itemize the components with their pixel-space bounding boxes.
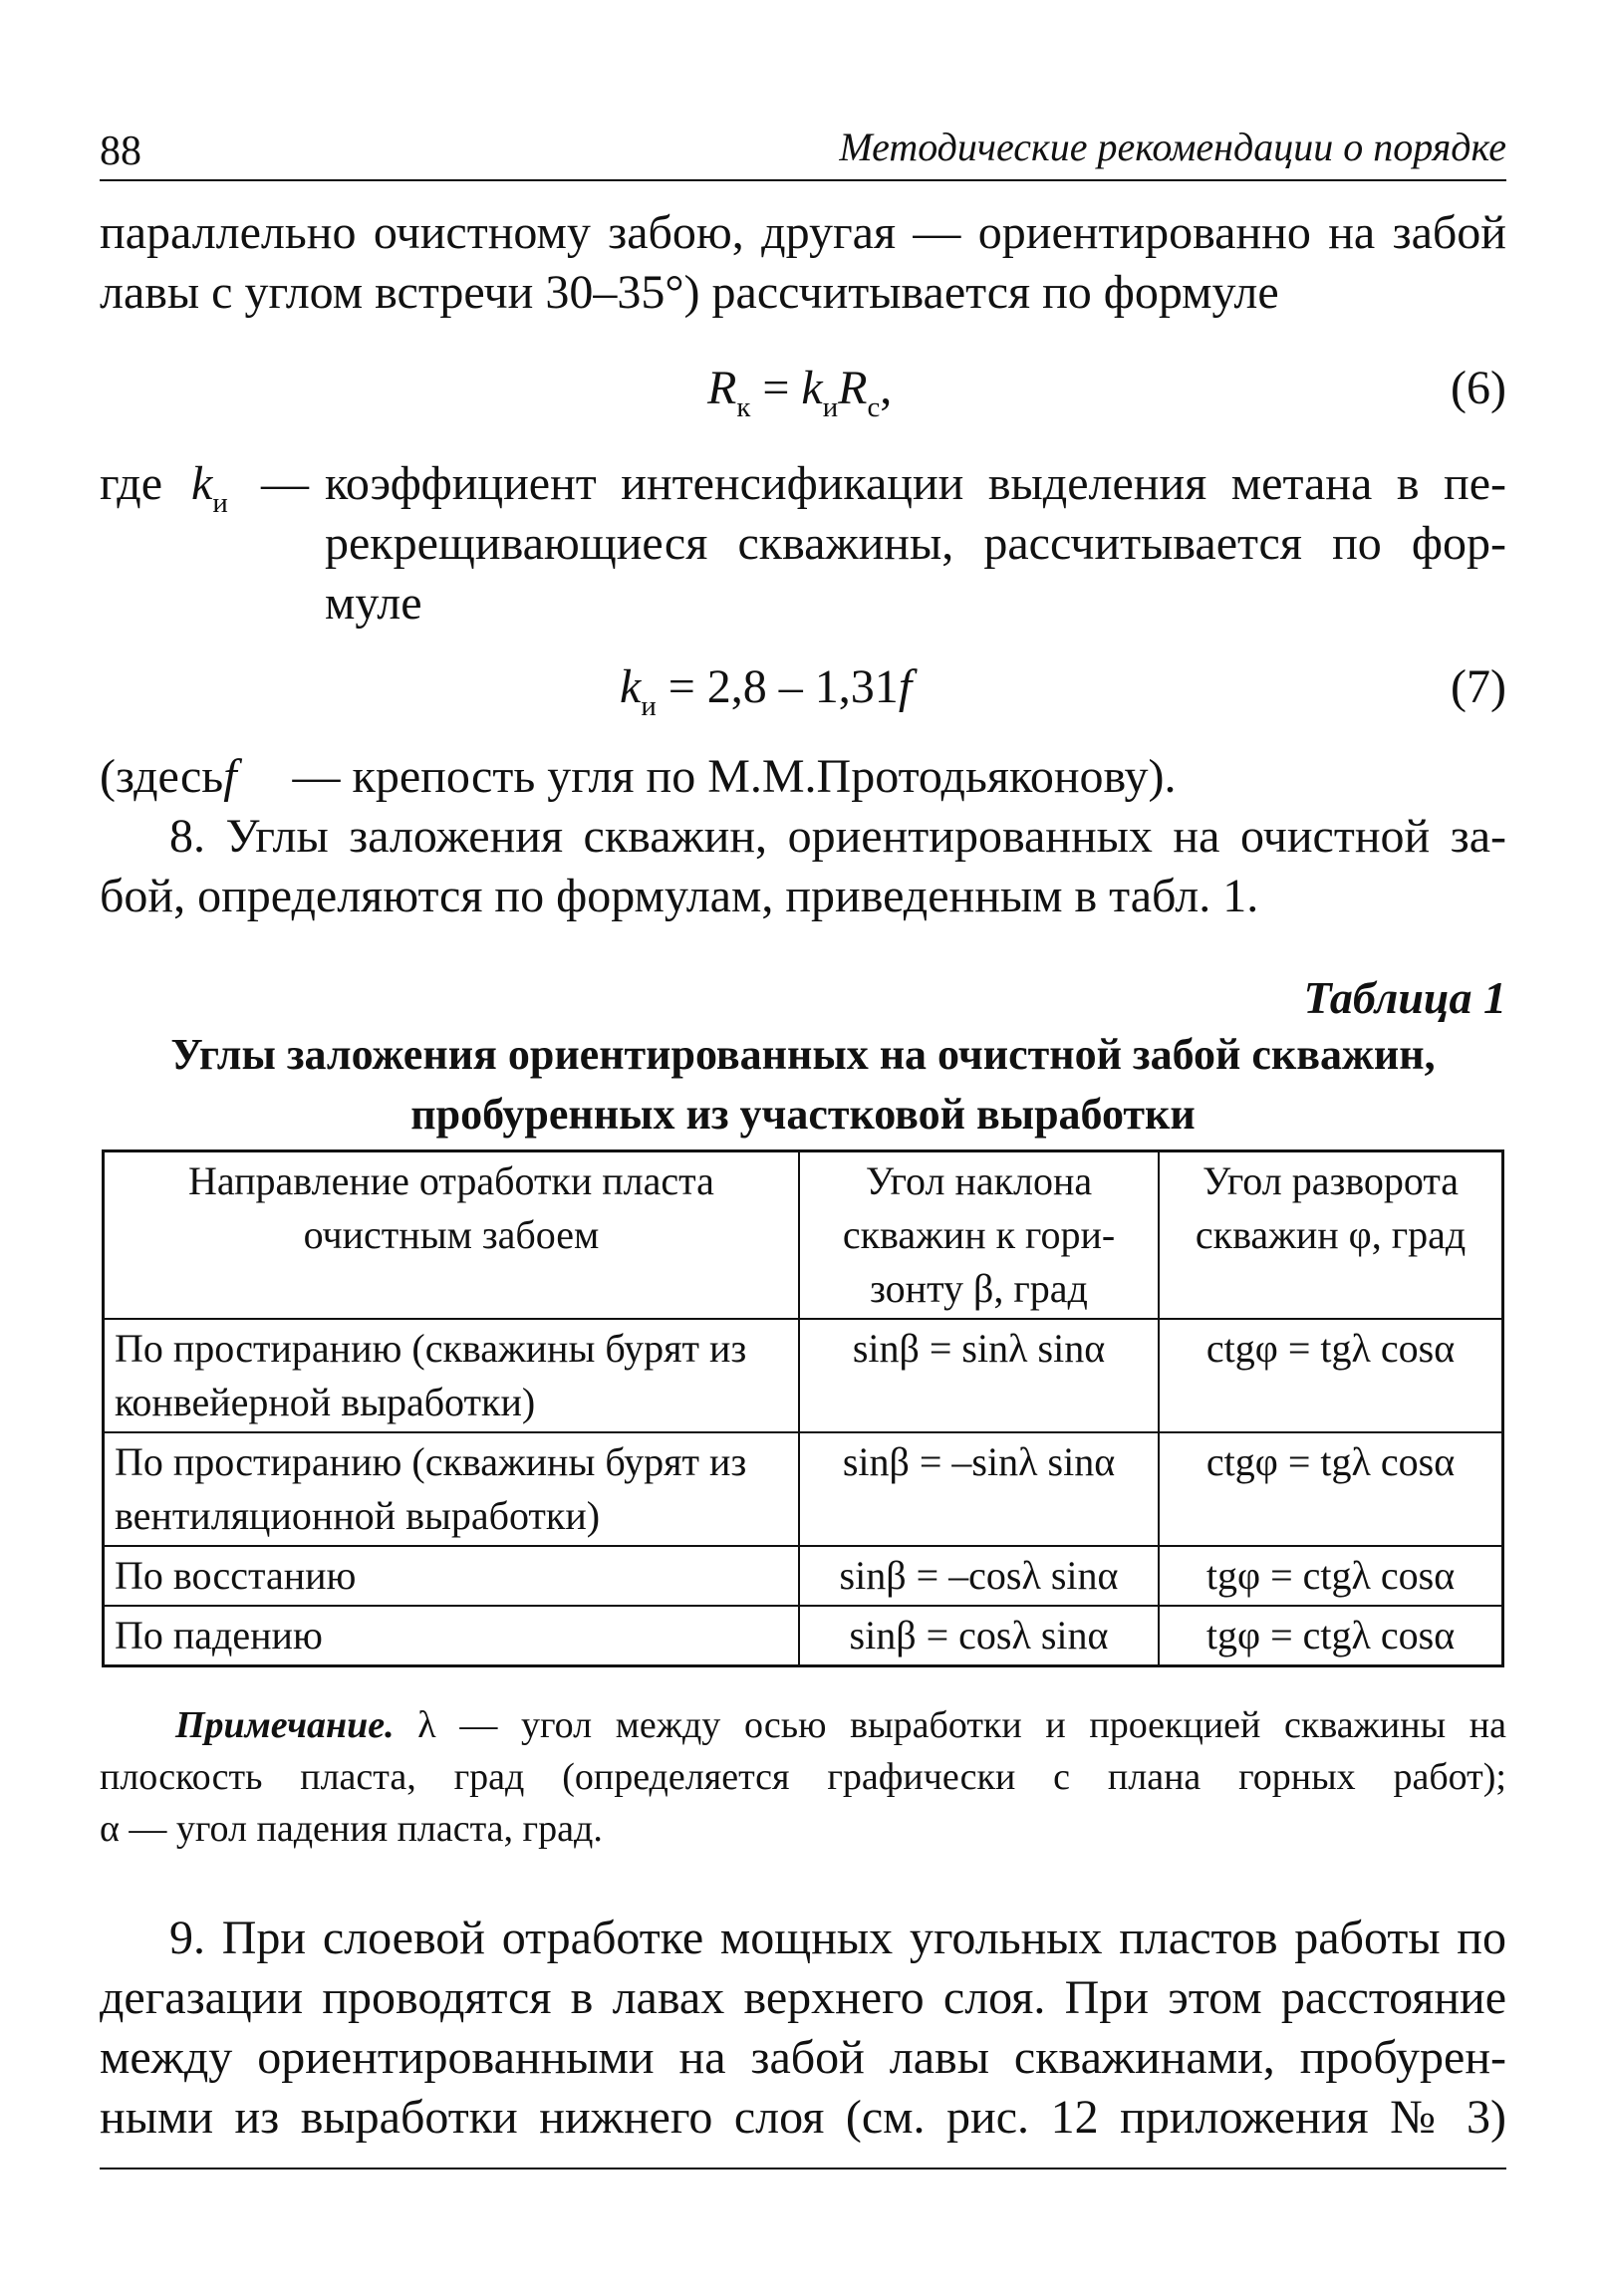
remark-text-1: λ — угол между осью выработки и проекцией скважины на (394, 1704, 1506, 1746)
formula-6-tail: , (880, 362, 893, 414)
cell-incline-formula: sinβ = –sinλ sinα (799, 1432, 1159, 1546)
where-symbol (191, 450, 228, 537)
formula-7 (620, 653, 912, 740)
note-f-symbol: f (223, 750, 237, 803)
cell-direction: По падению (104, 1606, 799, 1666)
formula-6-eq: = (750, 362, 802, 414)
cell-incline-formula: sinβ = sinλ sinα (799, 1319, 1159, 1432)
note-f (100, 743, 1177, 811)
where-symbol-sub: и (212, 486, 228, 519)
para-8-line-1: 8. Углы заложения скважин, ориентированных на очистной за- (169, 810, 1506, 863)
formula-6-k-sub: и (822, 390, 839, 423)
formula-6-r: R (838, 362, 868, 414)
header-rule (100, 179, 1506, 181)
header-cell-incline: Угол наклона скважин к гори- зонту β, град (799, 1151, 1159, 1320)
formula-7-k: k (620, 660, 642, 713)
table-row (104, 1546, 1503, 1606)
formula-6-number: (6) (1451, 362, 1506, 414)
formula-6 (707, 355, 892, 441)
table-title-line-1: Углы заложения ориентированных на очистной забой скважин, (170, 1030, 1436, 1079)
remark-line-3: α — угол падения пласта, град. (100, 1808, 603, 1850)
running-title: Методические рекомендации о порядке (839, 125, 1506, 169)
where-word: где (100, 457, 163, 510)
formula-7-number: (7) (1451, 660, 1506, 713)
formula-7-k-sub: и (641, 689, 657, 722)
formula-6-k: k (801, 362, 823, 414)
remark-line-1 (175, 1699, 1506, 1751)
cell-turn-formula: ctgφ = tgλ cosα (1159, 1319, 1502, 1432)
angles-table (102, 1149, 1504, 1667)
cell-incline-formula: sinβ = –cosλ sinα (799, 1546, 1159, 1606)
where-dash: — (261, 457, 309, 510)
formula-6-lhs: R (707, 362, 737, 414)
cell-turn-formula: tgφ = ctgλ cosα (1159, 1546, 1502, 1606)
cell-incline-formula: sinβ = cosλ sinα (799, 1606, 1159, 1666)
footer-rule (100, 2168, 1506, 2169)
para-9-line-4: ными из выработки нижнего слоя (см. рис. 12 приложения № 3) (100, 2091, 1506, 2144)
formula-7-rhs: = 2,8 – 1,31 (656, 660, 899, 713)
where-symbol-k: k (191, 457, 213, 510)
cell-direction: По простиранию (скважины бурят из вентиляционной выработки) (104, 1432, 799, 1546)
remark-label: Примечание. (175, 1704, 395, 1746)
table-row (104, 1432, 1503, 1546)
header-cell-direction: Направление отработки пласта очистным забоем (104, 1151, 799, 1320)
where-line-1: коэффициент интенсификации выделения метана в пе- (325, 457, 1506, 510)
cell-direction: По восстанию (104, 1546, 799, 1606)
cell-turn-formula: ctgφ = tgλ cosα (1159, 1432, 1502, 1546)
para-9-line-1: 9. При слоевой отработке мощных угольных пластов работы по (169, 1912, 1506, 1964)
formula-7-f: f (898, 660, 913, 713)
para-9-line-3: между ориентированными на забой лавы скважинами, пробурен- (100, 2031, 1506, 2084)
para-8-line-2: бой, определяются по формулам, приведенным в табл. 1. (100, 870, 1259, 922)
table-row (104, 1606, 1503, 1666)
table-header-row (104, 1151, 1503, 1320)
table-title-line-2: пробуренных из участковой выработки (410, 1090, 1196, 1139)
para-9-line-2: дегазации проводятся в лавах верхнего слоя. При этом расстояние (100, 1971, 1506, 2024)
cell-direction: По простиранию (скважины бурят из конвейерной выработки) (104, 1319, 799, 1432)
table-row (104, 1319, 1503, 1432)
table-label: Таблица 1 (1303, 972, 1506, 1023)
intro-line-1: параллельно очистному забою, другая — ориентированно на забой (100, 206, 1506, 259)
header-cell-turn: Угол разворота скважин φ, град (1159, 1151, 1502, 1320)
note-f-open: (здесь (100, 750, 224, 803)
where-line-2: рекрещивающиеся скважины, рассчитывается по фор- (325, 517, 1506, 570)
intro-line-2: лавы с углом встречи 30–35°) рассчитывается по формуле (100, 266, 1279, 319)
formula-6-r-sub: с (867, 390, 881, 423)
formula-6-lhs-sub: к (736, 390, 751, 423)
cell-turn-formula: tgφ = ctgλ cosα (1159, 1606, 1502, 1666)
note-f-rest: — крепость угля по М.М.Протодьяконову). (292, 750, 1177, 803)
where-line-3: муле (325, 577, 422, 630)
remark-line-2: плоскость пласта, град (определяется графически с плана горных работ); (100, 1756, 1506, 1798)
page-number: 88 (100, 128, 141, 174)
